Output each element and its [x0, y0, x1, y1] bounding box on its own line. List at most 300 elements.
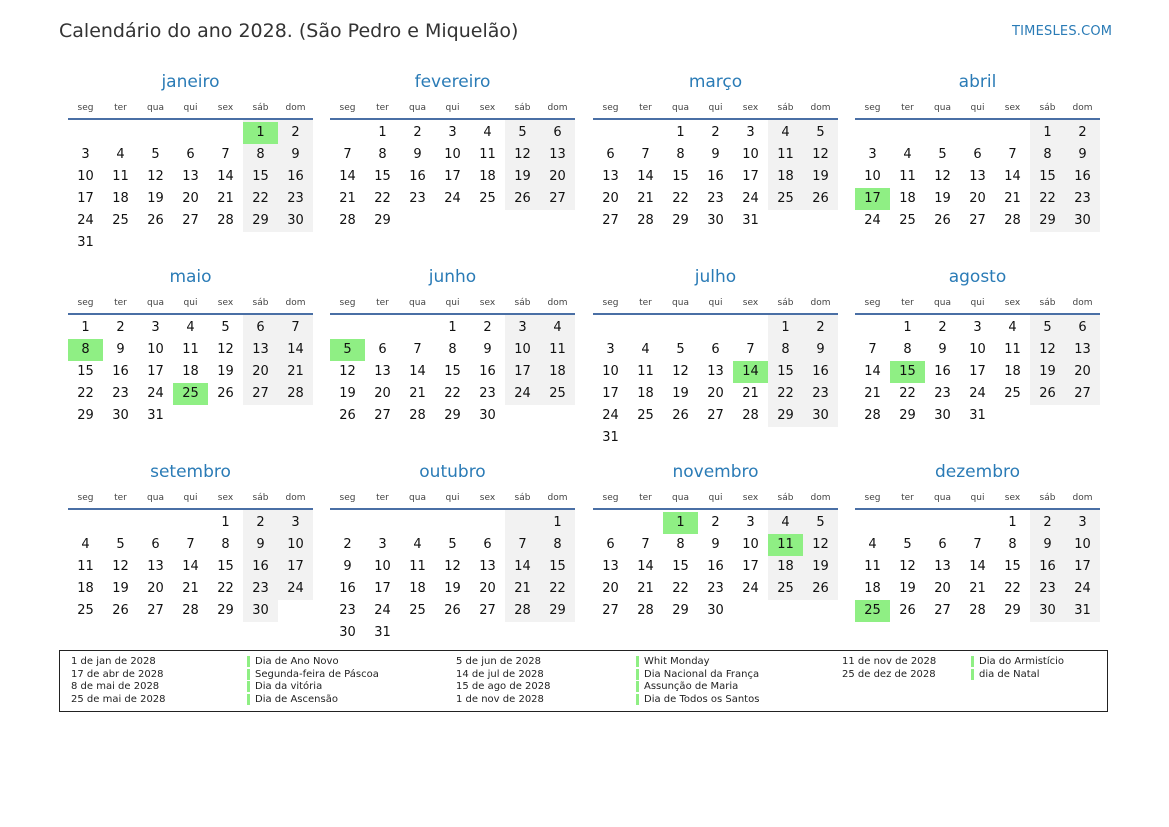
day-cell[interactable]: 30 [934, 408, 951, 423]
holiday-day-cell[interactable]: 5 [330, 339, 365, 361]
day-cell[interactable]: 3 [378, 537, 387, 552]
day-cell[interactable]: 16 [409, 169, 426, 184]
day-cell[interactable]: 19 [112, 581, 129, 596]
day-cell[interactable]: 20 [479, 581, 496, 596]
day-cell[interactable]: 13 [602, 559, 619, 574]
day-cell[interactable]: 31 [742, 213, 759, 228]
day-cell[interactable]: 16 [287, 169, 304, 184]
day-cell[interactable]: 26 [112, 603, 129, 618]
day-cell[interactable]: 28 [969, 603, 986, 618]
day-cell[interactable]: 7 [186, 537, 195, 552]
day-cell[interactable]: 9 [938, 342, 947, 357]
day-cell[interactable]: 8 [553, 537, 562, 552]
day-cell[interactable]: 13 [969, 169, 986, 184]
day-cell[interactable]: 21 [339, 191, 356, 206]
day-cell[interactable]: 6 [186, 147, 195, 162]
day-cell[interactable]: 25 [479, 191, 496, 206]
day-cell[interactable]: 4 [868, 537, 877, 552]
day-cell[interactable]: 7 [221, 147, 230, 162]
day-cell[interactable]: 3 [973, 320, 982, 335]
day-cell[interactable]: 8 [781, 342, 790, 357]
day-cell[interactable]: 24 [969, 386, 986, 401]
day-cell[interactable]: 17 [1074, 559, 1091, 574]
day-cell[interactable]: 1 [903, 320, 912, 335]
day-cell[interactable]: 4 [413, 537, 422, 552]
day-cell[interactable]: 22 [1004, 581, 1021, 596]
day-cell[interactable]: 30 [812, 408, 829, 423]
day-cell[interactable]: 23 [1074, 191, 1091, 206]
day-cell[interactable]: 30 [339, 625, 356, 640]
day-cell[interactable]: 14 [217, 169, 234, 184]
day-cell[interactable]: 18 [777, 559, 794, 574]
day-cell[interactable]: 16 [479, 364, 496, 379]
day-cell[interactable]: 22 [672, 581, 689, 596]
day-cell[interactable]: 18 [112, 191, 129, 206]
day-cell[interactable]: 11 [637, 364, 654, 379]
holiday-day-cell[interactable]: 25 [173, 383, 208, 405]
day-cell[interactable]: 8 [221, 537, 230, 552]
day-cell[interactable]: 27 [252, 386, 269, 401]
day-cell[interactable]: 4 [116, 147, 125, 162]
day-cell[interactable]: 30 [707, 603, 724, 618]
day-cell[interactable]: 6 [606, 147, 615, 162]
day-cell[interactable]: 1 [553, 515, 562, 530]
day-cell[interactable]: 3 [746, 515, 755, 530]
day-cell[interactable]: 25 [409, 603, 426, 618]
day-cell[interactable]: 26 [812, 581, 829, 596]
day-cell[interactable]: 18 [549, 364, 566, 379]
day-cell[interactable]: 8 [1008, 537, 1017, 552]
day-cell[interactable]: 16 [707, 559, 724, 574]
day-cell[interactable]: 3 [291, 515, 300, 530]
day-cell[interactable]: 21 [864, 386, 881, 401]
day-cell[interactable]: 27 [1074, 386, 1091, 401]
day-cell[interactable]: 18 [479, 169, 496, 184]
day-cell[interactable]: 29 [252, 213, 269, 228]
day-cell[interactable]: 20 [147, 581, 164, 596]
day-cell[interactable]: 10 [742, 147, 759, 162]
day-cell[interactable]: 17 [287, 559, 304, 574]
day-cell[interactable]: 6 [256, 320, 265, 335]
day-cell[interactable]: 20 [252, 364, 269, 379]
day-cell[interactable]: 3 [746, 125, 755, 140]
day-cell[interactable]: 15 [549, 559, 566, 574]
day-cell[interactable]: 22 [549, 581, 566, 596]
day-cell[interactable]: 28 [1004, 213, 1021, 228]
day-cell[interactable]: 9 [1078, 147, 1087, 162]
day-cell[interactable]: 25 [899, 213, 916, 228]
day-cell[interactable]: 15 [1039, 169, 1056, 184]
holiday-day-cell[interactable]: 11 [768, 534, 803, 556]
day-cell[interactable]: 17 [147, 364, 164, 379]
day-cell[interactable]: 17 [77, 191, 94, 206]
day-cell[interactable]: 27 [549, 191, 566, 206]
day-cell[interactable]: 15 [77, 364, 94, 379]
day-cell[interactable]: 27 [707, 408, 724, 423]
day-cell[interactable]: 2 [711, 125, 720, 140]
day-cell[interactable]: 10 [287, 537, 304, 552]
day-cell[interactable]: 29 [374, 213, 391, 228]
day-cell[interactable]: 15 [777, 364, 794, 379]
day-cell[interactable]: 11 [409, 559, 426, 574]
day-cell[interactable]: 31 [77, 235, 94, 250]
day-cell[interactable]: 12 [934, 169, 951, 184]
day-cell[interactable]: 3 [1078, 515, 1087, 530]
day-cell[interactable]: 9 [711, 537, 720, 552]
day-cell[interactable]: 5 [903, 537, 912, 552]
day-cell[interactable]: 9 [256, 537, 265, 552]
day-cell[interactable]: 22 [899, 386, 916, 401]
day-cell[interactable]: 14 [637, 169, 654, 184]
day-cell[interactable]: 13 [374, 364, 391, 379]
day-cell[interactable]: 29 [777, 408, 794, 423]
day-cell[interactable]: 29 [1039, 213, 1056, 228]
day-cell[interactable]: 29 [1004, 603, 1021, 618]
day-cell[interactable]: 30 [1039, 603, 1056, 618]
day-cell[interactable]: 5 [1043, 320, 1052, 335]
day-cell[interactable]: 15 [374, 169, 391, 184]
day-cell[interactable]: 17 [969, 364, 986, 379]
day-cell[interactable]: 1 [81, 320, 90, 335]
day-cell[interactable]: 31 [969, 408, 986, 423]
day-cell[interactable]: 24 [742, 581, 759, 596]
day-cell[interactable]: 24 [77, 213, 94, 228]
day-cell[interactable]: 16 [934, 364, 951, 379]
holiday-day-cell[interactable]: 14 [733, 361, 768, 383]
day-cell[interactable]: 12 [812, 537, 829, 552]
day-cell[interactable]: 7 [518, 537, 527, 552]
day-cell[interactable]: 20 [602, 581, 619, 596]
day-cell[interactable]: 11 [1004, 342, 1021, 357]
day-cell[interactable]: 31 [374, 625, 391, 640]
day-cell[interactable]: 22 [672, 191, 689, 206]
day-cell[interactable]: 5 [676, 342, 685, 357]
day-cell[interactable]: 20 [549, 169, 566, 184]
day-cell[interactable]: 16 [1074, 169, 1091, 184]
day-cell[interactable]: 19 [812, 559, 829, 574]
day-cell[interactable]: 14 [287, 342, 304, 357]
day-cell[interactable]: 30 [112, 408, 129, 423]
day-cell[interactable]: 2 [343, 537, 352, 552]
day-cell[interactable]: 19 [812, 169, 829, 184]
day-cell[interactable]: 13 [1074, 342, 1091, 357]
day-cell[interactable]: 27 [374, 408, 391, 423]
day-cell[interactable]: 20 [374, 386, 391, 401]
day-cell[interactable]: 23 [112, 386, 129, 401]
day-cell[interactable]: 21 [514, 581, 531, 596]
day-cell[interactable]: 15 [444, 364, 461, 379]
day-cell[interactable]: 19 [934, 191, 951, 206]
day-cell[interactable]: 12 [672, 364, 689, 379]
day-cell[interactable]: 29 [899, 408, 916, 423]
day-cell[interactable]: 5 [448, 537, 457, 552]
day-cell[interactable]: 23 [707, 191, 724, 206]
day-cell[interactable]: 1 [676, 125, 685, 140]
day-cell[interactable]: 10 [602, 364, 619, 379]
day-cell[interactable]: 7 [343, 147, 352, 162]
day-cell[interactable]: 21 [217, 191, 234, 206]
day-cell[interactable]: 17 [374, 581, 391, 596]
day-cell[interactable]: 11 [112, 169, 129, 184]
day-cell[interactable]: 6 [378, 342, 387, 357]
day-cell[interactable]: 4 [781, 515, 790, 530]
day-cell[interactable]: 30 [1074, 213, 1091, 228]
day-cell[interactable]: 28 [287, 386, 304, 401]
day-cell[interactable]: 18 [777, 169, 794, 184]
day-cell[interactable]: 19 [444, 581, 461, 596]
day-cell[interactable]: 21 [742, 386, 759, 401]
day-cell[interactable]: 5 [938, 147, 947, 162]
day-cell[interactable]: 13 [549, 147, 566, 162]
day-cell[interactable]: 7 [868, 342, 877, 357]
day-cell[interactable]: 26 [899, 603, 916, 618]
day-cell[interactable]: 18 [77, 581, 94, 596]
day-cell[interactable]: 8 [676, 147, 685, 162]
day-cell[interactable]: 27 [969, 213, 986, 228]
day-cell[interactable]: 6 [606, 537, 615, 552]
day-cell[interactable]: 14 [864, 364, 881, 379]
day-cell[interactable]: 12 [217, 342, 234, 357]
day-cell[interactable]: 1 [1043, 125, 1052, 140]
day-cell[interactable]: 14 [969, 559, 986, 574]
day-cell[interactable]: 1 [1008, 515, 1017, 530]
day-cell[interactable]: 4 [641, 342, 650, 357]
day-cell[interactable]: 11 [182, 342, 199, 357]
holiday-day-cell[interactable]: 15 [890, 361, 925, 383]
day-cell[interactable]: 22 [252, 191, 269, 206]
day-cell[interactable]: 26 [217, 386, 234, 401]
day-cell[interactable]: 17 [742, 559, 759, 574]
day-cell[interactable]: 30 [707, 213, 724, 228]
day-cell[interactable]: 25 [1004, 386, 1021, 401]
day-cell[interactable]: 27 [934, 603, 951, 618]
day-cell[interactable]: 5 [518, 125, 527, 140]
day-cell[interactable]: 1 [221, 515, 230, 530]
day-cell[interactable]: 24 [287, 581, 304, 596]
day-cell[interactable]: 2 [413, 125, 422, 140]
day-cell[interactable]: 9 [816, 342, 825, 357]
day-cell[interactable]: 2 [116, 320, 125, 335]
day-cell[interactable]: 19 [339, 386, 356, 401]
day-cell[interactable]: 18 [409, 581, 426, 596]
day-cell[interactable]: 18 [182, 364, 199, 379]
day-cell[interactable]: 9 [711, 147, 720, 162]
day-cell[interactable]: 13 [602, 169, 619, 184]
day-cell[interactable]: 9 [483, 342, 492, 357]
day-cell[interactable]: 27 [602, 603, 619, 618]
day-cell[interactable]: 26 [1039, 386, 1056, 401]
day-cell[interactable]: 9 [116, 342, 125, 357]
day-cell[interactable]: 10 [742, 537, 759, 552]
day-cell[interactable]: 10 [374, 559, 391, 574]
day-cell[interactable]: 3 [448, 125, 457, 140]
day-cell[interactable]: 24 [602, 408, 619, 423]
day-cell[interactable]: 8 [378, 147, 387, 162]
day-cell[interactable]: 22 [217, 581, 234, 596]
day-cell[interactable]: 16 [707, 169, 724, 184]
day-cell[interactable]: 30 [287, 213, 304, 228]
day-cell[interactable]: 10 [864, 169, 881, 184]
day-cell[interactable]: 23 [707, 581, 724, 596]
day-cell[interactable]: 6 [711, 342, 720, 357]
day-cell[interactable]: 4 [903, 147, 912, 162]
day-cell[interactable]: 26 [147, 213, 164, 228]
day-cell[interactable]: 6 [483, 537, 492, 552]
day-cell[interactable]: 4 [553, 320, 562, 335]
day-cell[interactable]: 28 [864, 408, 881, 423]
day-cell[interactable]: 2 [1043, 515, 1052, 530]
day-cell[interactable]: 26 [444, 603, 461, 618]
day-cell[interactable]: 1 [781, 320, 790, 335]
day-cell[interactable]: 1 [378, 125, 387, 140]
day-cell[interactable]: 2 [483, 320, 492, 335]
day-cell[interactable]: 29 [77, 408, 94, 423]
day-cell[interactable]: 24 [444, 191, 461, 206]
day-cell[interactable]: 4 [483, 125, 492, 140]
day-cell[interactable]: 7 [641, 147, 650, 162]
day-cell[interactable]: 24 [147, 386, 164, 401]
holiday-day-cell[interactable]: 17 [855, 188, 890, 210]
day-cell[interactable]: 26 [672, 408, 689, 423]
day-cell[interactable]: 11 [864, 559, 881, 574]
day-cell[interactable]: 3 [606, 342, 615, 357]
day-cell[interactable]: 22 [77, 386, 94, 401]
day-cell[interactable]: 31 [147, 408, 164, 423]
day-cell[interactable]: 20 [1074, 364, 1091, 379]
day-cell[interactable]: 5 [221, 320, 230, 335]
day-cell[interactable]: 23 [812, 386, 829, 401]
day-cell[interactable]: 23 [339, 603, 356, 618]
day-cell[interactable]: 25 [112, 213, 129, 228]
day-cell[interactable]: 5 [816, 125, 825, 140]
day-cell[interactable]: 21 [287, 364, 304, 379]
day-cell[interactable]: 14 [514, 559, 531, 574]
day-cell[interactable]: 5 [116, 537, 125, 552]
day-cell[interactable]: 11 [479, 147, 496, 162]
day-cell[interactable]: 5 [151, 147, 160, 162]
day-cell[interactable]: 7 [1008, 147, 1017, 162]
holiday-day-cell[interactable]: 8 [68, 339, 103, 361]
holiday-day-cell[interactable]: 1 [243, 122, 278, 144]
day-cell[interactable]: 24 [514, 386, 531, 401]
day-cell[interactable]: 21 [637, 191, 654, 206]
day-cell[interactable]: 19 [514, 169, 531, 184]
day-cell[interactable]: 25 [637, 408, 654, 423]
day-cell[interactable]: 22 [444, 386, 461, 401]
day-cell[interactable]: 20 [707, 386, 724, 401]
day-cell[interactable]: 31 [602, 430, 619, 445]
day-cell[interactable]: 7 [746, 342, 755, 357]
day-cell[interactable]: 6 [938, 537, 947, 552]
day-cell[interactable]: 15 [1004, 559, 1021, 574]
day-cell[interactable]: 10 [514, 342, 531, 357]
day-cell[interactable]: 13 [252, 342, 269, 357]
day-cell[interactable]: 7 [413, 342, 422, 357]
day-cell[interactable]: 27 [602, 213, 619, 228]
day-cell[interactable]: 13 [182, 169, 199, 184]
day-cell[interactable]: 31 [1074, 603, 1091, 618]
day-cell[interactable]: 24 [742, 191, 759, 206]
day-cell[interactable]: 16 [339, 581, 356, 596]
day-cell[interactable]: 29 [672, 603, 689, 618]
day-cell[interactable]: 27 [182, 213, 199, 228]
day-cell[interactable]: 14 [637, 559, 654, 574]
day-cell[interactable]: 3 [81, 147, 90, 162]
day-cell[interactable]: 12 [147, 169, 164, 184]
day-cell[interactable]: 8 [256, 147, 265, 162]
day-cell[interactable]: 14 [339, 169, 356, 184]
day-cell[interactable]: 12 [339, 364, 356, 379]
day-cell[interactable]: 28 [637, 603, 654, 618]
day-cell[interactable]: 18 [864, 581, 881, 596]
day-cell[interactable]: 18 [637, 386, 654, 401]
day-cell[interactable]: 12 [444, 559, 461, 574]
day-cell[interactable]: 11 [777, 147, 794, 162]
holiday-day-cell[interactable]: 25 [855, 600, 890, 622]
day-cell[interactable]: 12 [1039, 342, 1056, 357]
day-cell[interactable]: 1 [448, 320, 457, 335]
day-cell[interactable]: 4 [781, 125, 790, 140]
day-cell[interactable]: 16 [112, 364, 129, 379]
day-cell[interactable]: 17 [514, 364, 531, 379]
day-cell[interactable]: 9 [1043, 537, 1052, 552]
day-cell[interactable]: 23 [252, 581, 269, 596]
day-cell[interactable]: 21 [1004, 191, 1021, 206]
day-cell[interactable]: 2 [711, 515, 720, 530]
day-cell[interactable]: 3 [518, 320, 527, 335]
day-cell[interactable]: 26 [339, 408, 356, 423]
day-cell[interactable]: 22 [1039, 191, 1056, 206]
day-cell[interactable]: 29 [672, 213, 689, 228]
day-cell[interactable]: 12 [514, 147, 531, 162]
site-link[interactable]: TIMESLES.COM [1012, 24, 1113, 39]
day-cell[interactable]: 22 [777, 386, 794, 401]
day-cell[interactable]: 19 [1039, 364, 1056, 379]
day-cell[interactable]: 12 [112, 559, 129, 574]
day-cell[interactable]: 12 [899, 559, 916, 574]
day-cell[interactable]: 30 [252, 603, 269, 618]
day-cell[interactable]: 24 [374, 603, 391, 618]
day-cell[interactable]: 21 [409, 386, 426, 401]
day-cell[interactable]: 7 [291, 320, 300, 335]
day-cell[interactable]: 19 [899, 581, 916, 596]
day-cell[interactable]: 9 [413, 147, 422, 162]
day-cell[interactable]: 7 [641, 537, 650, 552]
day-cell[interactable]: 8 [448, 342, 457, 357]
day-cell[interactable]: 6 [1078, 320, 1087, 335]
day-cell[interactable]: 20 [969, 191, 986, 206]
day-cell[interactable]: 24 [864, 213, 881, 228]
day-cell[interactable]: 2 [938, 320, 947, 335]
day-cell[interactable]: 6 [553, 125, 562, 140]
day-cell[interactable]: 14 [182, 559, 199, 574]
day-cell[interactable]: 4 [81, 537, 90, 552]
day-cell[interactable]: 15 [217, 559, 234, 574]
day-cell[interactable]: 8 [676, 537, 685, 552]
day-cell[interactable]: 22 [374, 191, 391, 206]
day-cell[interactable]: 26 [812, 191, 829, 206]
day-cell[interactable]: 25 [777, 191, 794, 206]
day-cell[interactable]: 23 [409, 191, 426, 206]
day-cell[interactable]: 16 [1039, 559, 1056, 574]
day-cell[interactable]: 11 [899, 169, 916, 184]
day-cell[interactable]: 10 [77, 169, 94, 184]
day-cell[interactable]: 16 [812, 364, 829, 379]
day-cell[interactable]: 2 [1078, 125, 1087, 140]
day-cell[interactable]: 27 [479, 603, 496, 618]
holiday-day-cell[interactable]: 1 [663, 512, 698, 534]
day-cell[interactable]: 28 [217, 213, 234, 228]
